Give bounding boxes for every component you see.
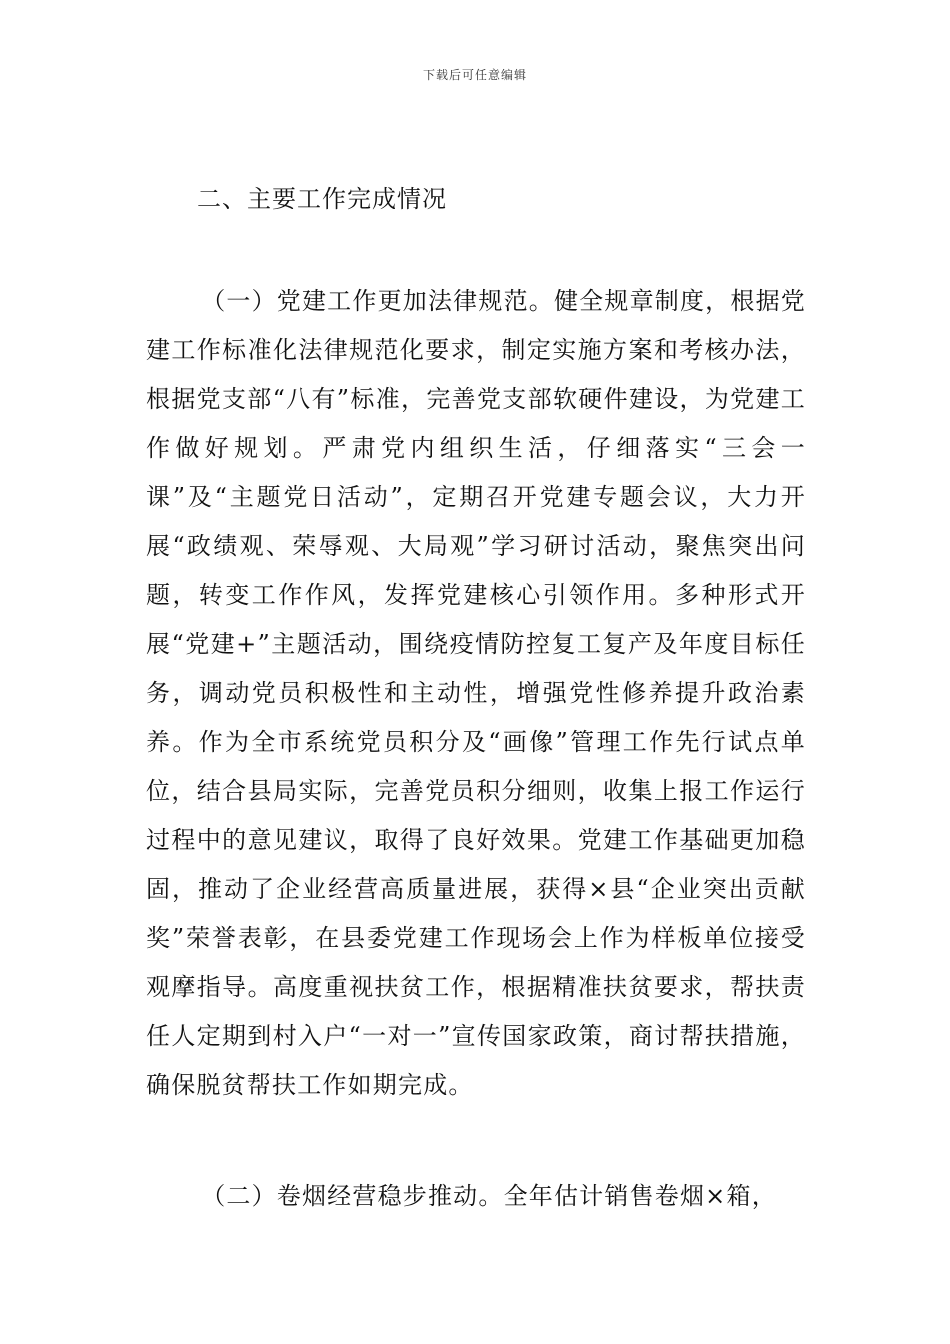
paragraph-cigarette-operations: （二）卷烟经营稳步推动。全年估计销售卷烟×箱， — [201, 1182, 777, 1210]
section-heading: 二、主要工作完成情况 — [197, 185, 447, 213]
header-note: 下载后可任意编辑 — [422, 68, 527, 82]
paragraph-party-building: （一）党建工作更加法律规范。健全规章制度，根据党建工作标准化法律规范化要求，制定实施方案和考核办法，根据党支部“八有”标准，完善党支部软硬件建设，为党建工作做好规划。严肃党内组织生活，仔细落实“三会一课”及“主题党日活动”，定期召开党建专题会议，大力开展“政绩观、荣辱观、大局观”学习研讨活动，聚焦突出问题，转变工作作风，发挥党建核心引领作用。多种形式开展“党建+”主题活动，围绕疫情防控复工复产及年度目标任务，调动党员积极性和主动性，增强党性修养提升政治素养。作为全市系统党员积分及“画像”管理工作先行试点单位，结合县局实际，完善党员积分细则，收集上报工作运行过程中的意见建议，取得了良好效果。党建工作基础更加稳固，推动了企业经营高质量进展，获得×县“企业突出贡献奖”荣誉表彰，在县委党建工作现场会上作为样板单位接受观摩指导。高度重视扶贫工作，根据精准扶贫要求，帮扶责任人定期到村入户“一对一”宣传国家政策，商讨帮扶措施，确保脱贫帮扶工作如期完成。 — [146, 287, 806, 1099]
